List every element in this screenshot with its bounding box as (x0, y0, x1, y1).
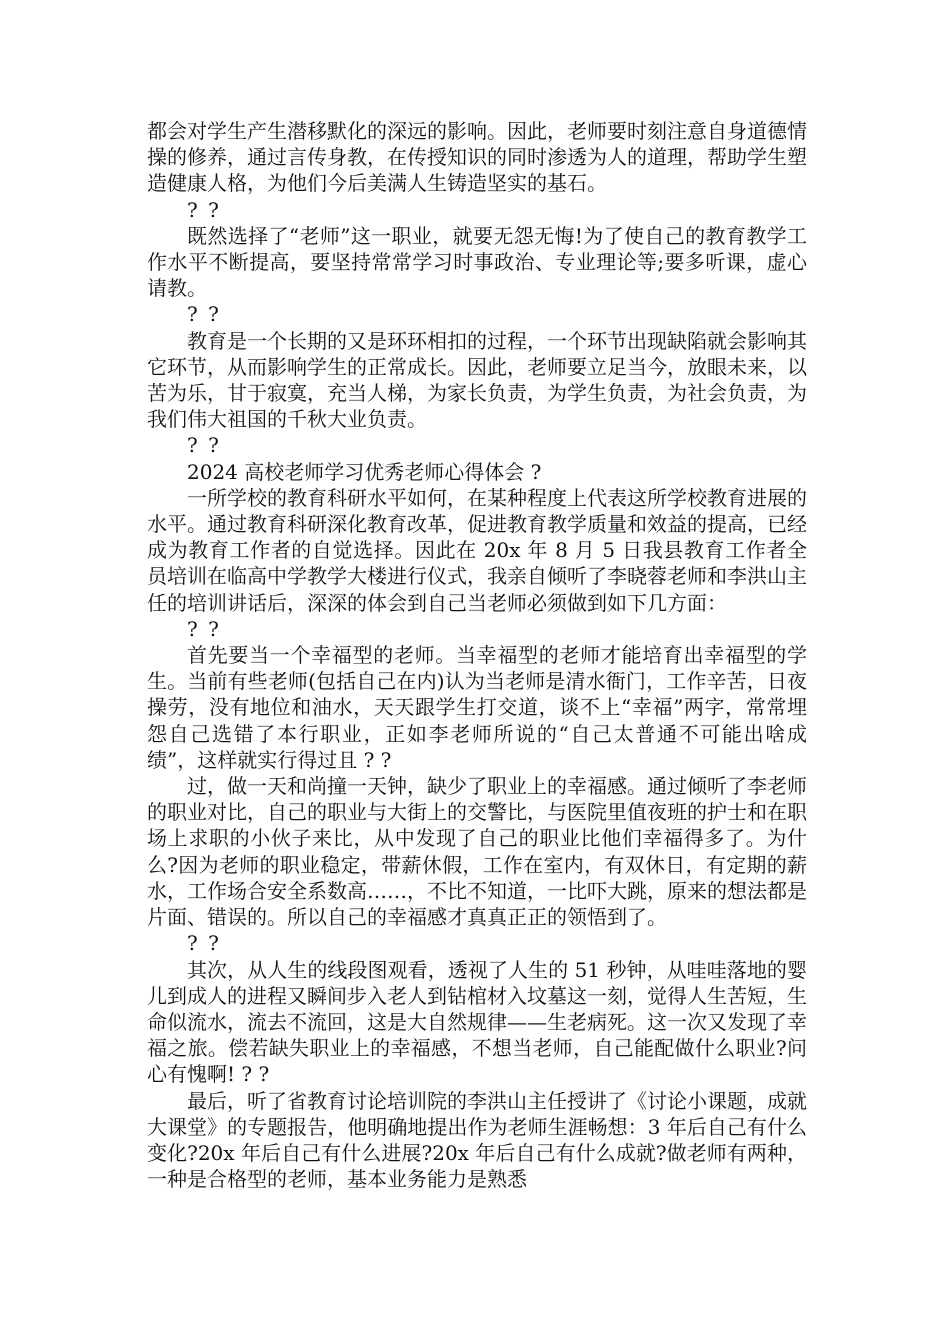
paragraph-marker-5: ? ? (187, 931, 221, 956)
paragraph-2: 既然选择了“老师”这一职业，就要无怨无悔!为了使自己的教育教学工作水平不断提高，要坚持常常学习时事政治、专业理论等;要多听课，虚心请教。 (147, 223, 807, 301)
paragraph-marker-4: ? ? (187, 616, 221, 641)
paragraph-8: 最后，听了省教育讨论培训院的李洪山主任授讲了《讨论小课题，成就大课堂》的专题报告，他明确地提出作为老师生涯畅想：3 年后自己有什么变化?20x 年后自己有什么进展?20x 年后自己有什么成就?做老师有两种，一种是合格型的老师，基本业务能力是熟悉 (147, 1088, 807, 1192)
paragraph-4: 一所学校的教育科研水平如何，在某种程度上代表这所学校教育进展的水平。通过教育科研深化教育改革，促进教育教学质量和效益的提高，已经成为教育工作者的自觉选择。因此在 20x 年 8 月 5 日我县教育工作者全员培训在临高中学教学大楼进行仪式，我亲自倾听了李晓蓉老师和李洪山主任的培训讲话后，深深的体会到自己当老师必须做到如下几方面： (147, 485, 807, 615)
document-page (147, 118, 807, 1192)
paragraph-7: 其次，从人生的线段图观看，透视了人生的 51 秒钟，从哇哇落地的婴儿到成人的进程又瞬间步入老人到钻棺材入坟墓这一刻，觉得人生苦短，生命似流水，流去不流回，这是大自然规律——生老病死。这一次又发现了幸福之旅。偿若缺失职业上的幸福感，不想当老师，自己能配做什么职业?问心有愧啊! ? ? (147, 957, 807, 1087)
paragraph-marker-2: ? ? (187, 302, 221, 327)
paragraph-6: 过，做一天和尚撞一天钟，缺少了职业上的幸福感。通过倾听了李老师的职业对比，自己的职业与大街上的交警比，与医院里值夜班的护士和在职场上求职的小伙子来比，从中发现了自己的职业比他们幸福得多了。为什么?因为老师的职业稳定，带薪休假，工作在室内，有双休日，有定期的薪水，工作场合安全系数高……，不比不知道，一比吓大跳，原来的想法都是片面、错误的。所以自己的幸福感才真真正正的领悟到了。 (147, 774, 807, 930)
paragraph-3: 教育是一个长期的又是环环相扣的过程，一个环节出现缺陷就会影响其它环节，从而影响学生的正常成长。因此，老师要立足当今，放眼未来，以苦为乐，甘于寂寞，充当人梯，为家长负责，为学生负责，为社会负责，为我们伟大祖国的千秋大业负责。 (147, 328, 807, 432)
paragraph-marker-3: ? ? (187, 433, 221, 458)
paragraph-5: 首先要当一个幸福型的老师。当幸福型的老师才能培育出幸福型的学生。当前有些老师(包括自己在内)认为当老师是清水衙门，工作辛苦，日夜操劳，没有地位和油水，天天跟学生打交道，谈不上“幸福”两字，常常埋怨自己选错了本行职业，正如李老师所说的“自己太普通不可能出啥成绩”，这样就实行得过且 ? ? (147, 643, 807, 772)
paragraph-1: 都会对学生产生潜移默化的深远的影响。因此，老师要时刻注意自身道德情操的修养，通过言传身教，在传授知识的同时渗透为人的道理，帮助学生塑造健康人格，为他们今后美满人生铸造坚实的基石。 (147, 119, 807, 196)
section-heading: 2024 高校老师学习优秀老师心得体会 ? (187, 459, 542, 484)
paragraph-marker-1: ? ? (187, 197, 221, 222)
